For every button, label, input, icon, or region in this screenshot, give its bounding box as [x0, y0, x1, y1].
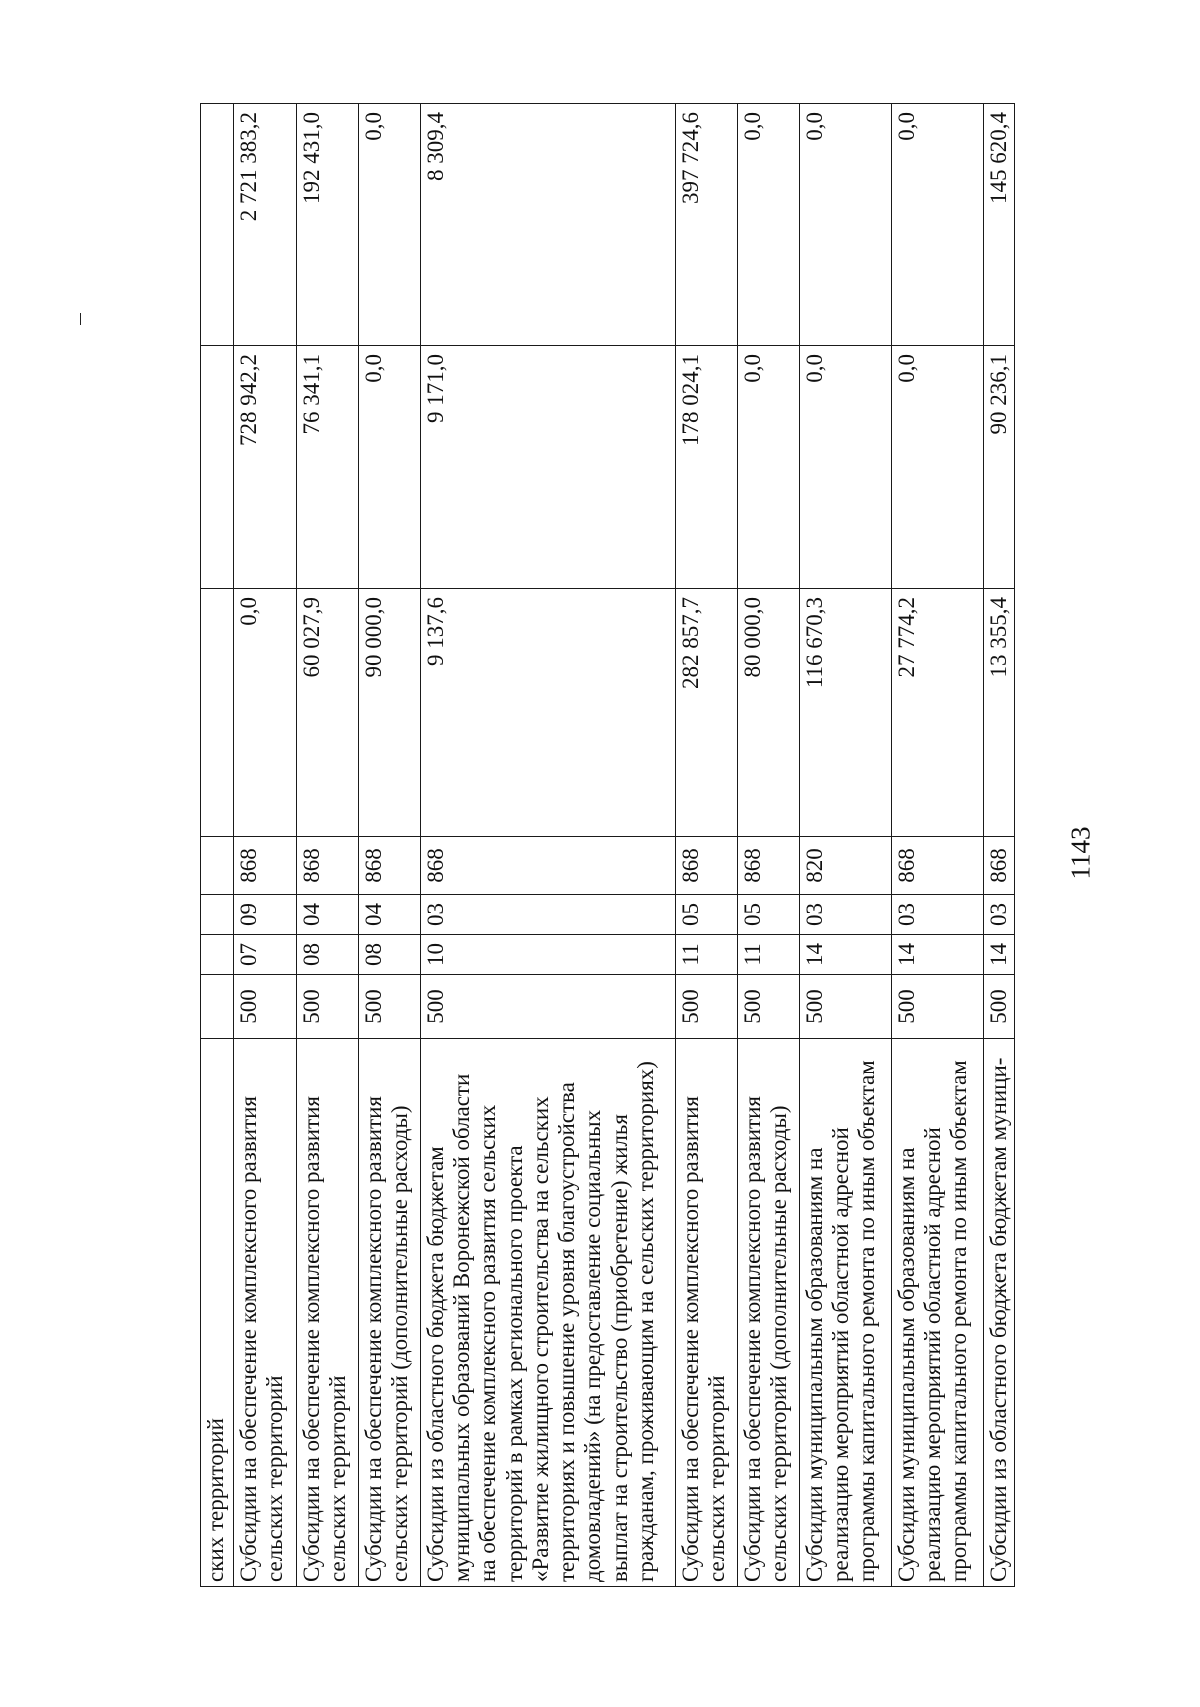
- table-row: [738, 104, 800, 1587]
- vr-code-cell: 868: [984, 837, 1015, 895]
- gr-code-cell: [201, 975, 234, 1039]
- amount-2-cell: 0,0: [738, 346, 800, 589]
- pr-code-cell: 04: [359, 895, 421, 935]
- amount-1-cell: [201, 589, 234, 837]
- amount-3-cell: 2 721 383,2: [234, 104, 297, 346]
- gr-code-cell: 500: [800, 975, 892, 1039]
- pr-code-cell: 09: [234, 895, 297, 935]
- amount-2-cell: 0,0: [359, 346, 421, 589]
- table-row: [359, 104, 421, 1587]
- row-name-cell: Субсидии на обеспечение комплексного развития сельских территорий: [234, 1039, 297, 1587]
- table-row: [421, 104, 676, 1587]
- budget-table-body: [201, 104, 1015, 1587]
- row-name-cell: Субсидии на обеспечение комплексного развития сельских территорий: [297, 1039, 359, 1587]
- amount-2-cell: 9 171,0: [421, 346, 676, 589]
- gr-code-cell: 500: [676, 975, 738, 1039]
- table-row: [984, 104, 1015, 1587]
- rz-code-cell: 14: [984, 935, 1015, 975]
- amount-2-cell: 0,0: [800, 346, 892, 589]
- rotated-table-wrapper: [200, 104, 1105, 1587]
- amount-1-cell: 90 000,0: [359, 589, 421, 837]
- amount-1-cell: 9 137,6: [421, 589, 676, 837]
- gr-code-cell: 500: [359, 975, 421, 1039]
- pr-code-cell: 04: [297, 895, 359, 935]
- gr-code-cell: 500: [234, 975, 297, 1039]
- rz-code-cell: 14: [800, 935, 892, 975]
- amount-1-cell: 282 857,7: [676, 589, 738, 837]
- table-row: [201, 104, 234, 1587]
- pr-code-cell: 03: [984, 895, 1015, 935]
- table-row: [800, 104, 892, 1587]
- amount-2-cell: 0,0: [892, 346, 984, 589]
- row-name-cell: Субсидии из областного бюджета бюджетам муниципальных образований Воронежской области на обеспечение комплексного развития сельских территорий в рамках регионального проекта «Развитие жилищного строительства на сельских территориях и повышение уровня благоустройства домовладений» (на предоставление социальных выплат на строительство (приобретение) жилья гражданам, проживающим на сельских территориях): [421, 1039, 676, 1587]
- rz-code-cell: 08: [297, 935, 359, 975]
- gr-code-cell: 500: [892, 975, 984, 1039]
- vr-code-cell: [201, 837, 234, 895]
- amount-3-cell: [201, 104, 234, 346]
- amount-3-cell: 0,0: [892, 104, 984, 346]
- amount-3-cell: 397 724,6: [676, 104, 738, 346]
- top-dash-mark: [80, 313, 81, 325]
- vr-code-cell: 868: [421, 837, 676, 895]
- amount-3-cell: 0,0: [359, 104, 421, 346]
- rz-code-cell: 10: [421, 935, 676, 975]
- amount-2-cell: 76 341,1: [297, 346, 359, 589]
- page-number: 1143: [1065, 826, 1096, 880]
- amount-3-cell: 192 431,0: [297, 104, 359, 346]
- row-name-cell: Субсидии из областного бюджета бюджетам муници-: [984, 1039, 1015, 1587]
- vr-code-cell: 868: [234, 837, 297, 895]
- amount-1-cell: 13 355,4: [984, 589, 1015, 837]
- gr-code-cell: 500: [297, 975, 359, 1039]
- table-row: [676, 104, 738, 1587]
- pr-code-cell: 03: [892, 895, 984, 935]
- row-name-cell: Субсидии на обеспечение комплексного развития сельских территорий (дополнительные расходы): [359, 1039, 421, 1587]
- amount-3-cell: 0,0: [738, 104, 800, 346]
- vr-code-cell: 868: [676, 837, 738, 895]
- rz-code-cell: 14: [892, 935, 984, 975]
- rz-code-cell: 08: [359, 935, 421, 975]
- amount-3-cell: 145 620,4: [984, 104, 1015, 346]
- amount-3-cell: 8 309,4: [421, 104, 676, 346]
- vr-code-cell: 868: [359, 837, 421, 895]
- amount-1-cell: 116 670,3: [800, 589, 892, 837]
- amount-2-cell: [201, 346, 234, 589]
- gr-code-cell: 500: [421, 975, 676, 1039]
- vr-code-cell: 868: [892, 837, 984, 895]
- vr-code-cell: 820: [800, 837, 892, 895]
- pr-code-cell: 05: [676, 895, 738, 935]
- amount-2-cell: 178 024,1: [676, 346, 738, 589]
- vr-code-cell: 868: [297, 837, 359, 895]
- pr-code-cell: 03: [421, 895, 676, 935]
- pr-code-cell: [201, 895, 234, 935]
- table-row: [297, 104, 359, 1587]
- pr-code-cell: 03: [800, 895, 892, 935]
- vr-code-cell: 868: [738, 837, 800, 895]
- amount-1-cell: 0,0: [234, 589, 297, 837]
- amount-2-cell: 728 942,2: [234, 346, 297, 589]
- row-name-cell: ских территорий: [201, 1039, 234, 1587]
- gr-code-cell: 500: [738, 975, 800, 1039]
- amount-3-cell: 0,0: [800, 104, 892, 346]
- rz-code-cell: 11: [738, 935, 800, 975]
- budget-table: [200, 103, 1015, 1587]
- amount-1-cell: 27 774,2: [892, 589, 984, 837]
- amount-2-cell: 90 236,1: [984, 346, 1015, 589]
- row-name-cell: Субсидии муниципальным образованиям на реализацию мероприятий областной адресной программы капитального ремонта по иным объектам: [800, 1039, 892, 1587]
- amount-1-cell: 60 027,9: [297, 589, 359, 837]
- row-name-cell: Субсидии муниципальным образованиям на реализацию мероприятий областной адресной программы капитального ремонта по иным объектам: [892, 1039, 984, 1587]
- rz-code-cell: 07: [234, 935, 297, 975]
- row-name-cell: Субсидии на обеспечение комплексного развития сельских территорий (дополнительные расходы): [738, 1039, 800, 1587]
- rz-code-cell: 11: [676, 935, 738, 975]
- amount-1-cell: 80 000,0: [738, 589, 800, 837]
- table-row: [892, 104, 984, 1587]
- gr-code-cell: 500: [984, 975, 1015, 1039]
- pr-code-cell: 05: [738, 895, 800, 935]
- row-name-cell: Субсидии на обеспечение комплексного развития сельских территорий: [676, 1039, 738, 1587]
- rz-code-cell: [201, 935, 234, 975]
- table-row: [234, 104, 297, 1587]
